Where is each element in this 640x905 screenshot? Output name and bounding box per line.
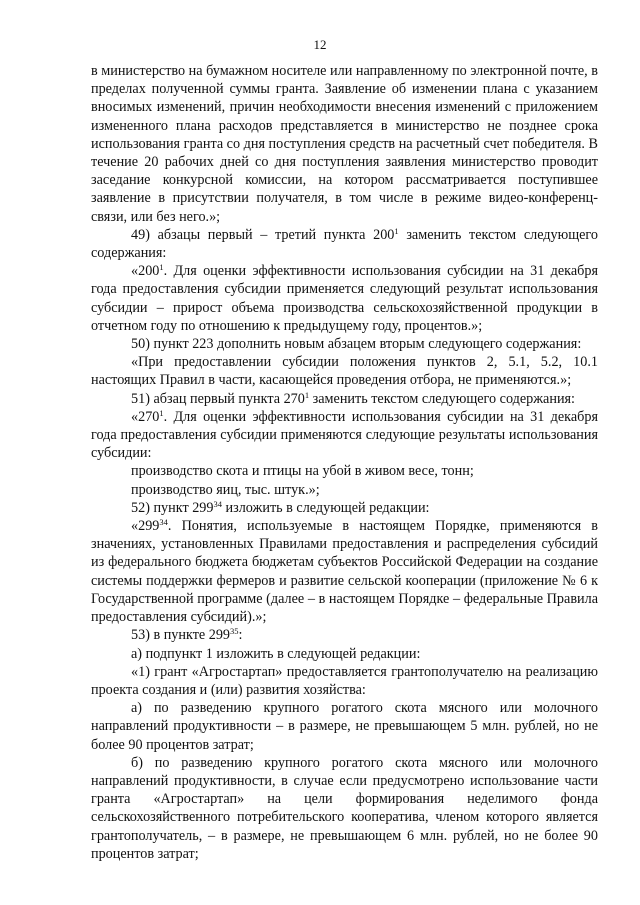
paragraph-text: . Понятия, используемые в настоящем Порядке, применяются в значениях, установленных Правилами предоставления и распределения субсидий из федерального бюджета бюджетам субъектов Российской Федерации на создание системы поддержки фермеров и развитие сельской кооперации (приложение № 6 к Государственной программе (далее – в настоящем Порядке – федеральные Правила предоставления субсидий).»; [91,518,598,626]
paragraph [91,462,598,480]
paragraph [91,517,598,626]
paragraph [91,754,598,863]
paragraph [91,699,598,754]
paragraph-text: а) по разведению крупного рогатого скота мясного или молочного направлений продуктивности – в размере, не превышающем 5 млн. рублей, но не более 90 процентов затрат; [91,700,598,753]
paragraph-text: б) по разведению крупного рогатого скота мясного или молочного направлений продуктивности, в случае если предусмотрено использование части гранта «Агростартап» на цели формирования неделимого фонда сельскохозяйственного потребительского кооператива, членом которого является грантополучатель, – в размере, не превышающем 6 млн. рублей, но не более 90 процентов затрат; [91,754,598,862]
superscript: 1 [159,262,164,273]
superscript: 1 [394,225,399,236]
paragraph [91,626,598,644]
paragraph-text: «200 [131,263,160,280]
paragraph-text: производство яиц, тыс. штук.»; [131,481,320,498]
superscript: 35 [230,626,239,637]
page-number: 12 [313,37,327,52]
paragraph [91,262,598,335]
superscript: 34 [213,498,222,509]
paragraph-text: . Для оценки эффективности использования субсидии на 31 декабря года предоставления субсидии применяется следующий результат использования субсидии – прирост объема производства сельскохозяйственной продукции в отчетном году по отношению к предыдущему году, процентов.»; [91,263,598,334]
paragraph [91,499,598,517]
paragraph [91,226,598,262]
superscript: 1 [304,389,310,400]
paragraph-text: «При предоставлении субсидии положения пунктов 2, 5.1, 5.2, 10.1 настоящих Правил в части, касающейся проведения отбора, не применяются.»; [91,354,598,389]
paragraph [91,335,598,353]
paragraph [91,62,598,226]
paragraph-text: «1) грант «Агростартап» предоставляется грантополучателю на реализацию проекта создания и (или) развития хозяйства: [91,663,598,698]
paragraph-text: 53) в пункте 299 [131,627,231,644]
paragraph-text: производство скота и птицы на убой в живом весе, тонн; [131,463,474,480]
paragraph-text: изложить в следующей редакции: [221,499,430,516]
paragraph-text: : [238,627,243,644]
paragraph [91,390,598,408]
paragraph-text: 51) абзац первый пункта 270 [131,390,305,407]
paragraph [91,353,598,389]
paragraph [91,408,598,463]
paragraph-text: . Для оценки эффективности использования субсидии на 31 декабря года предоставления субсидии применяются следующие результаты использования субсидии: [91,408,598,462]
document-body [91,62,598,863]
paragraph-text: заменить текстом следующего содержания: [309,390,575,407]
paragraph-text: 52) пункт 299 [131,499,214,516]
paragraph [91,645,598,663]
paragraph [91,663,598,699]
paragraph-text: «270 [131,408,160,425]
paragraph-text: а) подпункт 1 изложить в следующей редакции: [131,645,421,662]
paragraph-text: заменить текстом следующего содержания: [91,226,598,262]
paragraph [91,481,598,499]
superscript: 1 [159,407,164,418]
superscript: 34 [159,517,168,528]
paragraph-text: 50) пункт 223 дополнить новым абзацем вторым следующего содержания: [131,336,582,353]
paragraph-text: «299 [131,518,160,535]
paragraph-text: 49) абзацы первый – третий пункта 200 [131,226,395,243]
paragraph-text: в министерство на бумажном носителе или направленному по электронной почте, в пределах полученной суммы гранта. Заявление об изменении плана с указанием вносимых изменений, причин необходимости внесения изменений с приложением измененного плана расходов представляется в министерство не позднее срока использования гранта со дня поступления средств на расчетный счет победителя. В течение 20 рабочих дней со дня поступления заявления министерство проводит заседание конкурсной комиссии, на котором рассматривается поступившее заявление в присутствии получателя, в том числе в режиме видео-конференц-связи, или без него.»; [91,63,598,225]
